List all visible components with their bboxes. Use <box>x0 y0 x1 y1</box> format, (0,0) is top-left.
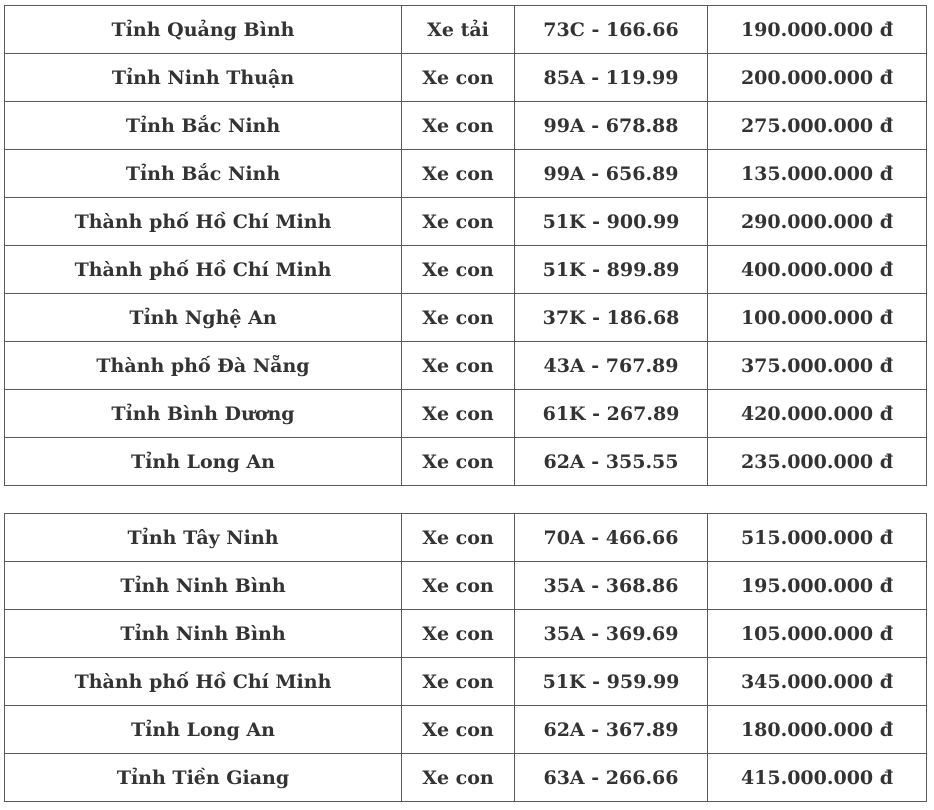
vehicle-type-cell: Xe con <box>402 102 515 150</box>
plate-number-cell: 43A - 767.89 <box>515 342 708 390</box>
plate-number-cell: 85A - 119.99 <box>515 54 708 102</box>
plate-number-cell: 61K - 267.89 <box>515 390 708 438</box>
province-cell: Tỉnh Nghệ An <box>5 294 402 342</box>
vehicle-type-cell: Xe con <box>402 150 515 198</box>
province-cell: Tỉnh Bình Dương <box>5 390 402 438</box>
vehicle-type-cell: Xe con <box>402 198 515 246</box>
vehicle-type-cell: Xe con <box>402 514 515 562</box>
price-cell: 375.000.000 đ <box>708 342 927 390</box>
table-row <box>5 706 927 754</box>
plate-number-cell: 62A - 355.55 <box>515 438 708 486</box>
province-cell: Tỉnh Long An <box>5 706 402 754</box>
table-row <box>5 610 927 658</box>
vehicle-type-cell: Xe con <box>402 342 515 390</box>
plate-number-cell: 51K - 959.99 <box>515 658 708 706</box>
plate-number-cell: 73C - 166.66 <box>515 6 708 54</box>
table-row <box>5 342 927 390</box>
price-cell: 135.000.000 đ <box>708 150 927 198</box>
vehicle-type-cell: Xe con <box>402 438 515 486</box>
province-cell: Tỉnh Ninh Bình <box>5 562 402 610</box>
province-cell: Thành phố Hồ Chí Minh <box>5 198 402 246</box>
table-row <box>5 390 927 438</box>
plate-number-cell: 70A - 466.66 <box>515 514 708 562</box>
vehicle-type-cell: Xe con <box>402 246 515 294</box>
price-cell: 105.000.000 đ <box>708 610 927 658</box>
price-cell: 100.000.000 đ <box>708 294 927 342</box>
plate-number-cell: 35A - 369.69 <box>515 610 708 658</box>
table-row <box>5 658 927 706</box>
table-row <box>5 150 927 198</box>
vehicle-type-cell: Xe con <box>402 54 515 102</box>
price-cell: 190.000.000 đ <box>708 6 927 54</box>
price-cell: 200.000.000 đ <box>708 54 927 102</box>
plate-number-cell: 51K - 899.89 <box>515 246 708 294</box>
license-plate-auction-table-2 <box>4 513 927 802</box>
plate-number-cell: 99A - 656.89 <box>515 150 708 198</box>
license-plate-auction-table-1 <box>4 5 927 486</box>
vehicle-type-cell: Xe con <box>402 706 515 754</box>
plate-number-cell: 99A - 678.88 <box>515 102 708 150</box>
province-cell: Tỉnh Long An <box>5 438 402 486</box>
plate-number-cell: 51K - 900.99 <box>515 198 708 246</box>
table-body <box>5 514 927 802</box>
table-row <box>5 754 927 802</box>
price-cell: 275.000.000 đ <box>708 102 927 150</box>
province-cell: Tỉnh Ninh Bình <box>5 610 402 658</box>
price-cell: 515.000.000 đ <box>708 514 927 562</box>
price-cell: 195.000.000 đ <box>708 562 927 610</box>
vehicle-type-cell: Xe con <box>402 390 515 438</box>
table-row <box>5 294 927 342</box>
price-cell: 345.000.000 đ <box>708 658 927 706</box>
table-body <box>5 6 927 486</box>
table-row <box>5 246 927 294</box>
plate-number-cell: 62A - 367.89 <box>515 706 708 754</box>
vehicle-type-cell: Xe con <box>402 562 515 610</box>
plate-number-cell: 37K - 186.68 <box>515 294 708 342</box>
vehicle-type-cell: Xe con <box>402 754 515 802</box>
table-row <box>5 198 927 246</box>
table-row <box>5 54 927 102</box>
table-row <box>5 438 927 486</box>
province-cell: Thành phố Đà Nẵng <box>5 342 402 390</box>
vehicle-type-cell: Xe con <box>402 658 515 706</box>
price-cell: 400.000.000 đ <box>708 246 927 294</box>
price-cell: 290.000.000 đ <box>708 198 927 246</box>
table-row <box>5 6 927 54</box>
price-cell: 235.000.000 đ <box>708 438 927 486</box>
province-cell: Thành phố Hồ Chí Minh <box>5 658 402 706</box>
price-cell: 420.000.000 đ <box>708 390 927 438</box>
price-cell: 415.000.000 đ <box>708 754 927 802</box>
plate-number-cell: 35A - 368.86 <box>515 562 708 610</box>
province-cell: Thành phố Hồ Chí Minh <box>5 246 402 294</box>
province-cell: Tỉnh Tiền Giang <box>5 754 402 802</box>
vehicle-type-cell: Xe con <box>402 294 515 342</box>
province-cell: Tỉnh Tây Ninh <box>5 514 402 562</box>
vehicle-type-cell: Xe tải <box>402 6 515 54</box>
table-row <box>5 514 927 562</box>
province-cell: Tỉnh Quảng Bình <box>5 6 402 54</box>
vehicle-type-cell: Xe con <box>402 610 515 658</box>
province-cell: Tỉnh Bắc Ninh <box>5 102 402 150</box>
province-cell: Tỉnh Bắc Ninh <box>5 150 402 198</box>
table-row <box>5 102 927 150</box>
province-cell: Tỉnh Ninh Thuận <box>5 54 402 102</box>
table-row <box>5 562 927 610</box>
plate-number-cell: 63A - 266.66 <box>515 754 708 802</box>
price-cell: 180.000.000 đ <box>708 706 927 754</box>
